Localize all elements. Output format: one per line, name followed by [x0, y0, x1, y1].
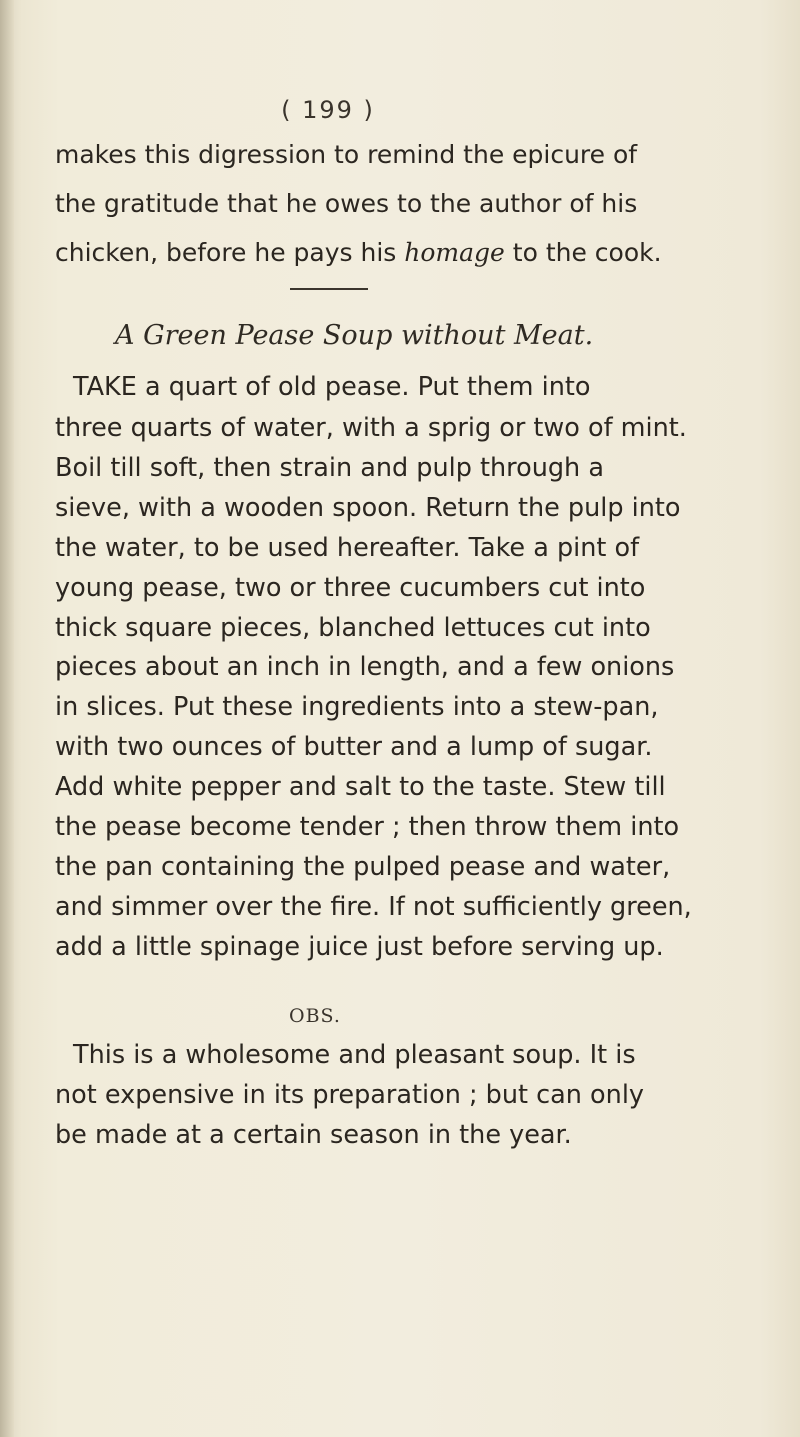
intro-line: makes this digression to remind the epicure of [55, 140, 638, 169]
recipe-line: and simmer over the fire. If not sufficiently green, [55, 892, 692, 922]
page-number: ( 199 ) [281, 96, 375, 124]
obs-line: not expensive in its preparation ; but can only [55, 1080, 644, 1110]
recipe-line: pieces about an inch in length, and a few onions [55, 652, 675, 682]
intro-line-text: to the cook. [504, 238, 662, 267]
recipe-line: thick square pieces, blanched lettuces cut into [55, 613, 651, 643]
obs-line: This is a wholesome and pleasant soup. It is [73, 1040, 636, 1070]
intro-emphasis: homage [404, 238, 505, 267]
intro-line [55, 238, 662, 268]
obs-line: be made at a certain season in the year. [55, 1120, 572, 1150]
recipe-line: the pease become tender ; then throw them into [55, 812, 680, 842]
recipe-line: in slices. Put these ingredients into a stew-pan, [55, 692, 659, 722]
recipe-line: Add white pepper and salt to the taste. Stew till [55, 772, 666, 802]
obs-label: OBS. [289, 1005, 341, 1027]
recipe-line: three quarts of water, with a sprig or two of mint. [55, 413, 687, 443]
page-gutter [0, 0, 14, 1437]
recipe-line: add a little spinage juice just before serving up. [55, 932, 664, 962]
recipe-line: young pease, two or three cucumbers cut into [55, 573, 646, 603]
recipe-line: the water, to be used hereafter. Take a pint of [55, 533, 640, 563]
section-divider [290, 288, 368, 290]
intro-line: the gratitude that he owes to the author of his [55, 189, 638, 218]
recipe-title: A Green Pease Soup without Meat. [115, 320, 594, 351]
recipe-line: TAKE a quart of old pease. Put them into [73, 372, 591, 402]
recipe-line: sieve, with a wooden spoon. Return the pulp into [55, 493, 681, 523]
intro-line-text: chicken, before he pays his [55, 238, 405, 267]
recipe-line: Boil till soft, then strain and pulp through a [55, 453, 604, 483]
recipe-line: with two ounces of butter and a lump of sugar. [55, 732, 653, 762]
recipe-line: the pan containing the pulped pease and water, [55, 852, 671, 882]
